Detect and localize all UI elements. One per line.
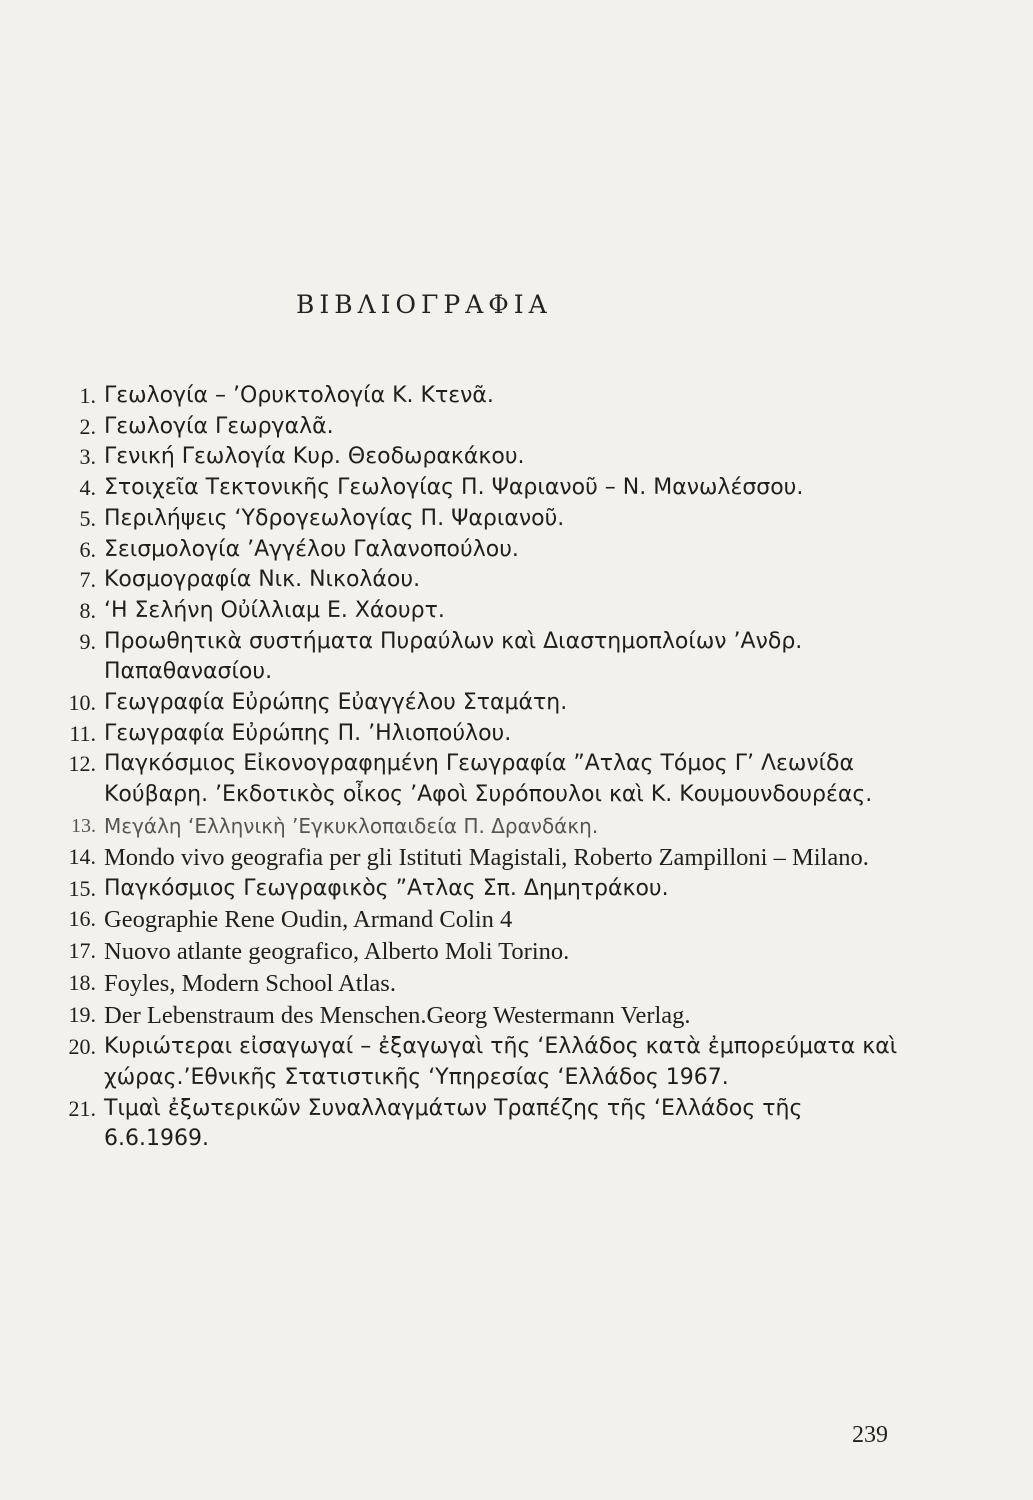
bibliography-entry: [62, 627, 912, 688]
entry-text: Foyles, Modern School Atlas.: [104, 970, 396, 998]
entry-text: Mondo vivo geografia per gli Istituti Magistali, Roberto Zampilloni – Milano.: [104, 843, 869, 871]
entry-number: 21.: [68, 1095, 96, 1121]
entry-number: 13.: [71, 814, 96, 837]
entry-number: 2.: [79, 413, 96, 439]
entry-text: Προωθητικὰ συστήματα Πυραύλων καὶ Διαστημοπλοίων ’Ανδρ. Παπαθανασίου.: [104, 628, 803, 685]
bibliography-entry: [62, 688, 912, 719]
entry-number: 15.: [68, 875, 96, 901]
entry-number: 18.: [68, 970, 96, 996]
bibliography-entry: [62, 904, 912, 936]
entry-number: 19.: [68, 1002, 96, 1028]
entry-number: 5.: [79, 505, 96, 531]
entry-number: 6.: [79, 536, 96, 562]
page-number: 239: [852, 1422, 888, 1448]
entry-number: 1.: [79, 383, 96, 408]
entry-text: ‘Η Σελήνη Οὐίλλιαμ Ε. Χάουρτ.: [104, 597, 445, 623]
entry-text: Κυριώτεραι εἰσαγωγαί – ἐξαγωγαὶ τῆς ‘Ελλάδος κατὰ ἐμπορεύματα καὶ χώρας.’Εθνικῆς Στατιστικῆς ‘Υπηρεσίας ‘Ελλάδος 1967.: [104, 1034, 898, 1090]
bibliography-entry: [62, 842, 912, 874]
entry-text: Γεωγραφία Εὐρώπης Εὐαγγέλου Σταμάτη.: [104, 690, 568, 716]
entry-text: Γενική Γεωλογία Κυρ. Θεοδωρακάκου.: [104, 444, 525, 470]
bibliography-entry: [62, 381, 912, 412]
entry-number: 12.: [68, 751, 96, 777]
entry-text: Γεωλογία – ’Ορυκτολογία Κ. Κτενᾶ.: [104, 383, 494, 408]
entry-text: Κοσμογραφία Νικ. Νικολάου.: [104, 567, 421, 593]
bibliography-entry: [62, 1000, 912, 1032]
bibliography-title: ΒΙΒΛΙΟΓΡΑΦΙΑ: [296, 290, 552, 319]
entry-number: 14.: [68, 843, 96, 869]
entry-text: Παγκόσμιος Εἰκονογραφημένη Γεωγραφία ”Ατλας Τόμος Γ’ Λεωνίδα Κούβαρη. ’Εκδοτικὸς οἶκος ’Αφοὶ Συρόπουλοι καὶ Κ. Κουμουνδουρέας.: [104, 751, 873, 808]
bibliography-entry: [62, 565, 912, 596]
entry-text: Der Lebenstraum des Menschen.Georg Westermann Verlag.: [104, 1002, 691, 1030]
bibliography-entry: [62, 473, 912, 504]
bibliography-entry: [62, 535, 912, 566]
entry-number: 7.: [79, 567, 96, 593]
entry-text: Μεγάλη ‘Ελληνικὴ ’Εγκυκλοπαιδεία Π. Δρανδάκη.: [104, 813, 599, 838]
bibliography-list: [62, 381, 912, 1155]
entry-text: Γεωλογία Γεωργαλᾶ.: [104, 413, 334, 439]
bibliography-entry: [62, 1094, 912, 1155]
entry-number: 10.: [68, 690, 96, 716]
entry-text: Παγκόσμιος Γεωγραφικὸς ”Ατλας Σπ. Δημητράκου.: [104, 875, 669, 901]
bibliography-entry: [62, 936, 912, 968]
bibliography-entry: [62, 719, 912, 750]
entry-number: 11.: [69, 720, 96, 746]
bibliography-entry: [62, 749, 912, 810]
bibliography-entry: [62, 596, 912, 627]
bibliography-entry: [62, 1032, 912, 1093]
bibliography-entry: [62, 968, 912, 1000]
entry-number: 9.: [79, 628, 96, 654]
bibliography-entry: [62, 504, 912, 535]
entry-text: Στοιχεῖα Τεκτονικῆς Γεωλογίας Π. Ψαριανοῦ – Ν. Μανωλέσσου.: [104, 475, 804, 501]
entry-number: 4.: [79, 475, 96, 501]
entry-number: 20.: [68, 1034, 96, 1060]
bibliography-entry: [62, 412, 912, 443]
entry-number: 17.: [68, 938, 96, 964]
entry-number: 8.: [79, 597, 96, 623]
entry-text: Περιλήψεις ‘Υδρογεωλογίας Π. Ψαριανοῦ.: [104, 505, 565, 531]
entry-number: 16.: [68, 906, 96, 932]
entry-text: Τιμαὶ ἐξωτερικῶν Συναλλαγμάτων Τραπέζης τῆς ‘Ελλάδος τῆς 6.6.1969.: [104, 1095, 803, 1152]
bibliography-entry: [62, 811, 912, 842]
bibliography-entry: [62, 874, 912, 905]
entry-text: Geographie Rene Oudin, Armand Colin 4: [104, 906, 513, 934]
bibliography-entry: [62, 442, 912, 473]
entry-text: Nuovo atlante geografico, Alberto Moli Torino.: [104, 938, 570, 966]
entry-text: Γεωγραφία Εὐρώπης Π. ’Ηλιοπούλου.: [104, 720, 512, 746]
entry-text: Σεισμολογία ’Αγγέλου Γαλανοπούλου.: [104, 536, 519, 562]
entry-number: 3.: [79, 444, 96, 470]
